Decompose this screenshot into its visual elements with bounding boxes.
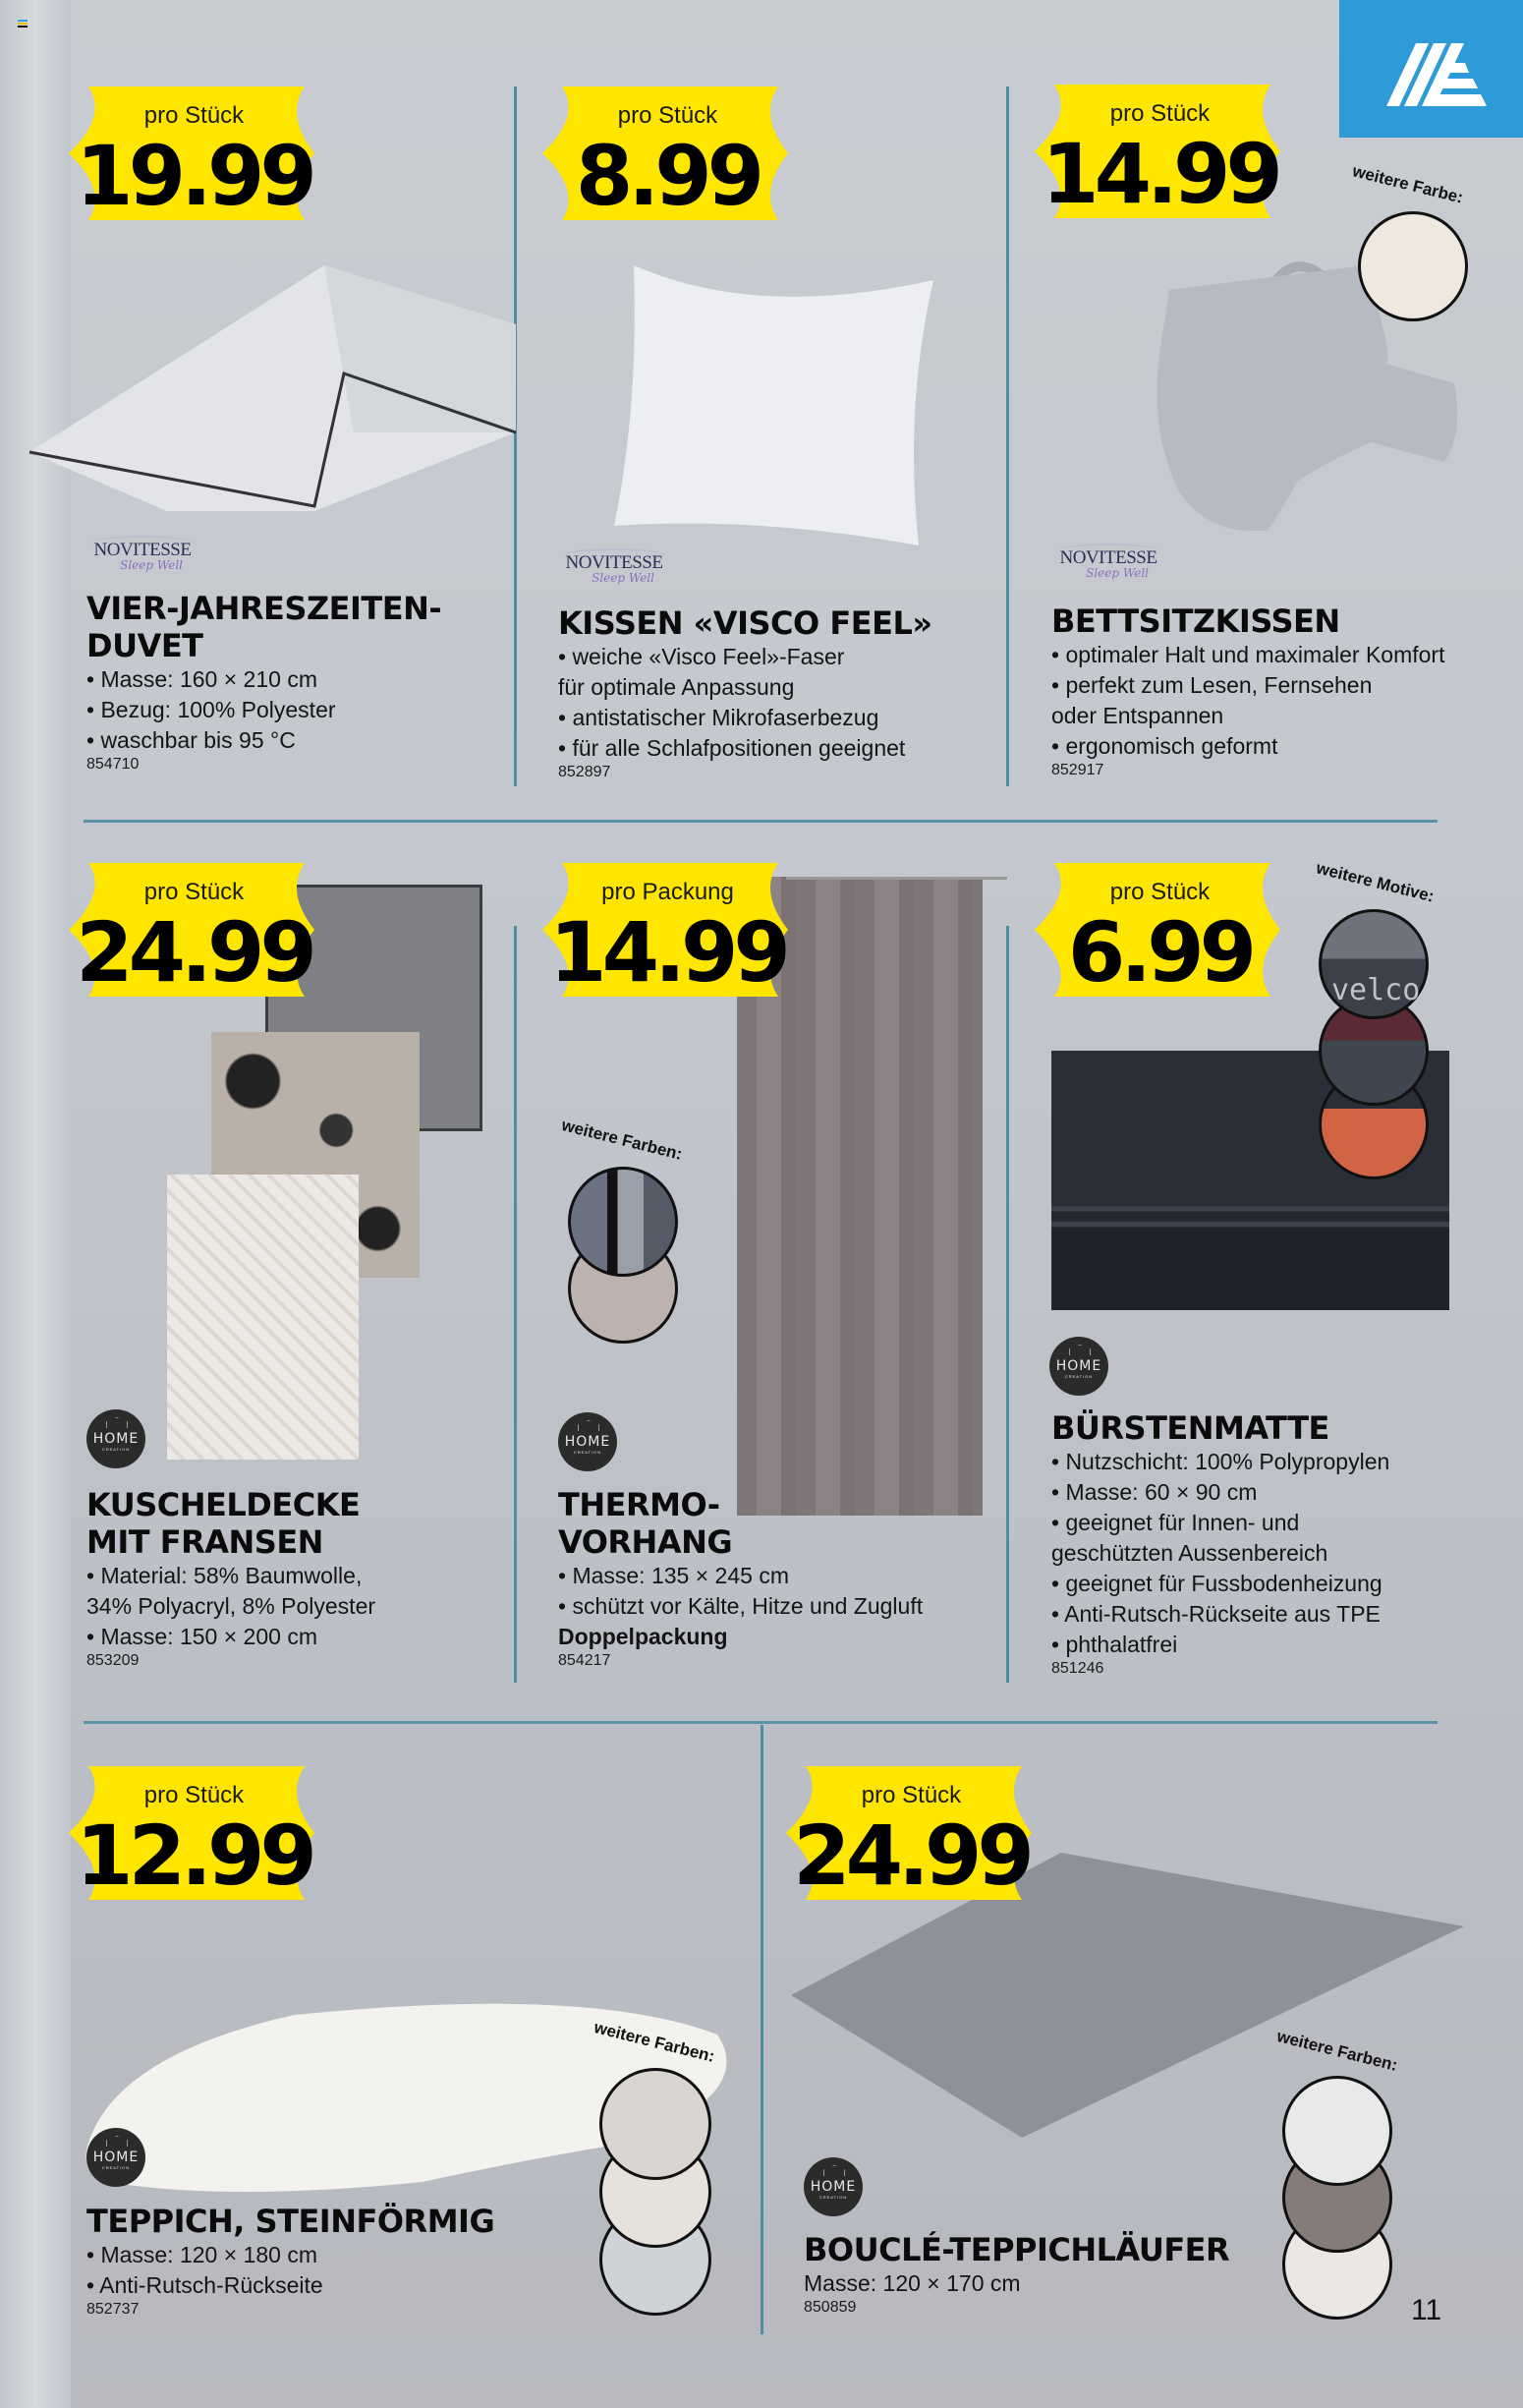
curtain-rod: [786, 877, 1007, 880]
home-creation-logo: [558, 1412, 617, 1471]
price-unit: pro Stück: [617, 102, 718, 129]
novitesse-logo: [560, 548, 668, 596]
house-icon: [106, 1417, 128, 1428]
price-value: 24.99: [76, 904, 312, 1001]
brand-name: HOME: [92, 1431, 140, 1447]
color-swatch[interactable]: [599, 2068, 711, 2180]
variants-label: weitere Farben:: [1274, 2027, 1400, 2075]
product-bullets: • optimaler Halt und maximaler Komfort • perfekt zum Lesen, Fernsehen oder Entspannen • ergonomisch geformt: [1051, 642, 1445, 759]
brand-name: NOVITESSE: [88, 536, 197, 561]
product-title: THERMO- VORHANG: [558, 1486, 733, 1561]
motif-swatch[interactable]: [1319, 909, 1429, 1019]
home-creation-logo: [86, 1409, 145, 1468]
novitesse-logo: [1054, 544, 1162, 591]
product-bullets: Masse: 120 × 170 cm: [804, 2270, 1021, 2296]
house-icon: [823, 2165, 845, 2176]
product-info: [804, 2231, 1229, 2317]
brand-name: HOME: [92, 2150, 140, 2165]
house-icon: [578, 1420, 599, 1431]
product-bullets: • Material: 58% Baumwolle, 34% Polyacryl, 8% Polyester • Masse: 150 × 200 cm: [86, 1563, 376, 1649]
color-swatch[interactable]: [1358, 211, 1468, 321]
aldi-logo[interactable]: [1339, 0, 1523, 138]
price-unit: pro Stück: [143, 102, 245, 129]
brand-tagline: CREATION: [101, 1447, 131, 1452]
home-creation-logo: [804, 2157, 863, 2216]
price-tag: [69, 863, 319, 1001]
house-icon: [106, 2136, 128, 2147]
product-info: [558, 1486, 923, 1670]
product-title: BÜRSTENMATTE: [1051, 1409, 1329, 1447]
product-title: BETTSITZKISSEN: [1051, 602, 1340, 640]
brand-tagline: Sleep Well: [592, 571, 654, 585]
product-bullets: • Masse: 135 × 245 cm • schützt vor Kälte, Hitze und Zugluft: [558, 1563, 924, 1619]
price-value: 14.99: [549, 904, 786, 1001]
article-number: 850859: [804, 2299, 857, 2316]
price-value: 24.99: [793, 1807, 1030, 1904]
product-bullets: • Masse: 120 × 180 cm • Anti-Rutsch-Rückseite: [86, 2242, 323, 2298]
brand-name: NOVITESSE: [560, 548, 668, 574]
product-title: TEPPICH, STEINFÖRMIG: [86, 2203, 495, 2240]
price-tag: [786, 1766, 1037, 1904]
variants-label: weitere Farbe:: [1350, 161, 1465, 207]
page-number: 11: [1411, 2294, 1442, 2326]
column-divider: [514, 926, 517, 1683]
row-divider: [84, 820, 1438, 823]
home-creation-logo: [1049, 1337, 1108, 1396]
variants-label: weitere Motive:: [1314, 858, 1437, 906]
product-bullets: • weiche «Visco Feel»-Faser für optimale Anpassung • antistatischer Mikrofaserbezug • für alle Schlafpositionen geeignet: [558, 644, 906, 761]
row-divider: [84, 1721, 1438, 1724]
column-divider: [1006, 926, 1009, 1683]
price-tag: [1035, 863, 1285, 1001]
brand-tagline: CREATION: [818, 2195, 848, 2200]
pillow-image: [609, 260, 943, 555]
article-number: 852737: [86, 2301, 140, 2318]
price-value: 19.99: [76, 128, 312, 224]
price-unit: pro Stück: [143, 1782, 245, 1808]
product-title: KISSEN «VISCO FEEL»: [558, 604, 932, 642]
brand-tagline: CREATION: [573, 1450, 602, 1455]
price-value: 14.99: [1042, 126, 1278, 222]
article-number: 854710: [86, 756, 140, 773]
price-tag: [69, 1766, 319, 1904]
product-info: [558, 604, 932, 781]
home-creation-logo: [86, 2128, 145, 2187]
brand-tagline: CREATION: [1064, 1374, 1094, 1379]
novitesse-logo: [88, 536, 197, 583]
color-swatch[interactable]: [1282, 2076, 1392, 2186]
column-divider: [761, 1725, 763, 2334]
price-unit: pro Stück: [861, 1782, 962, 1808]
article-number: 853209: [86, 1652, 140, 1669]
product-info: [1051, 1409, 1389, 1678]
article-number: 852917: [1051, 762, 1104, 778]
brand-tagline: Sleep Well: [120, 558, 183, 572]
product-title: VIER-JAHRESZEITEN- DUVET: [86, 590, 442, 664]
blanket-cream-image: [167, 1175, 359, 1460]
price-tag: [1035, 85, 1285, 222]
price-unit: pro Stück: [143, 879, 245, 905]
price-value: 8.99: [575, 128, 761, 224]
price-tag: [542, 86, 793, 224]
product-info: [1051, 602, 1444, 779]
variants-label: weitere Farben:: [592, 2018, 717, 2066]
aldi-logo-icon: [1339, 0, 1523, 138]
article-number: 854217: [558, 1652, 611, 1669]
color-swatch[interactable]: [568, 1167, 678, 1277]
price-tag: [69, 86, 319, 224]
article-number: 851246: [1051, 1660, 1104, 1677]
swatch-text: velco: [1331, 973, 1421, 1007]
price-value: 12.99: [76, 1807, 312, 1904]
product-title: BOUCLÉ-TEPPICHLÄUFER: [804, 2231, 1230, 2268]
price-unit: pro Packung: [601, 879, 734, 905]
product-bullets: • Masse: 160 × 210 cm • Bezug: 100% Polyester • waschbar bis 95 °C: [86, 666, 336, 753]
brand-tagline: CREATION: [101, 2165, 131, 2170]
product-title: KUSCHELDECKE MIT FRANSEN: [86, 1486, 361, 1561]
brand-name: HOME: [810, 2179, 857, 2195]
price-unit: pro Stück: [1109, 879, 1211, 905]
product-info: [86, 2203, 494, 2319]
variants-label: weitere Farben:: [559, 1116, 685, 1164]
product-info: [86, 590, 441, 774]
brand-tagline: Sleep Well: [1086, 566, 1149, 580]
price-value: 6.99: [1067, 904, 1253, 1001]
duvet-image: [20, 246, 516, 511]
brand-name: HOME: [564, 1434, 611, 1450]
brand-name: HOME: [1055, 1358, 1102, 1374]
pack-note: Doppelpackung: [558, 1624, 728, 1649]
corner-mark-icon: [18, 20, 28, 29]
article-number: 852897: [558, 764, 611, 780]
column-divider: [1006, 86, 1009, 786]
house-icon: [1069, 1345, 1091, 1355]
brand-name: NOVITESSE: [1054, 544, 1162, 569]
product-bullets: • Nutzschicht: 100% Polypropylen • Masse: 60 × 90 cm • geeignet für Innen- und geschützten Aussenbereich • geeignet für Fussbodenheizung • Anti-Rutsch-Rückseite aus TPE • phthalatfrei: [1051, 1449, 1390, 1657]
product-info: [86, 1486, 375, 1670]
price-unit: pro Stück: [1109, 100, 1211, 127]
price-tag: [542, 863, 793, 1001]
